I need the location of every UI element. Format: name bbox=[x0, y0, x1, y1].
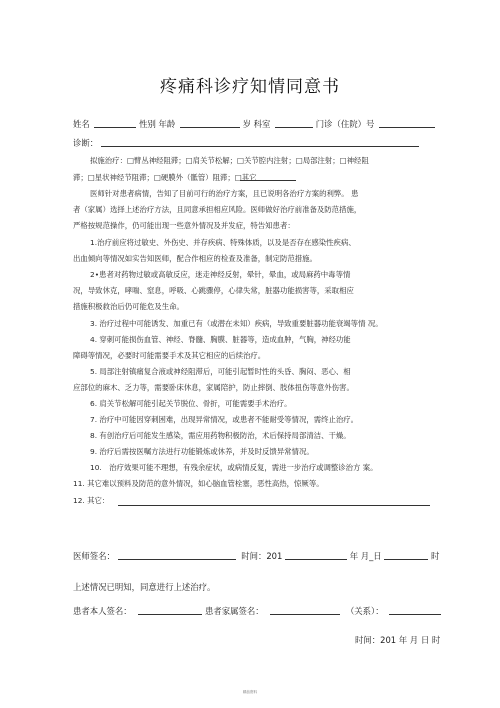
age-label: 年龄 bbox=[158, 119, 176, 129]
body-line: 9. 治疗后需按医嘱方法进行功能锻炼或休养，并及时反馈异常情况。 bbox=[90, 447, 314, 456]
patient-sign-field[interactable] bbox=[138, 606, 202, 615]
doctor-sign-row bbox=[73, 550, 439, 562]
body-line: 严格按规范操作，仍可能出现一些意外情况及并发症，特告知患者： bbox=[73, 221, 295, 230]
doctor-year-label: 年 bbox=[349, 551, 359, 561]
body-line: 者（家属）选择上述治疗方法，且同意承担相应风险。医师做好治疗前准备及防范措施， bbox=[73, 205, 362, 214]
body-line: 况，导致休克，哮喘、窒息，呼吸、心跳骤停，心律失常，脏器功能损害等，采取相应 bbox=[73, 286, 354, 295]
clinic-no-field[interactable] bbox=[379, 119, 435, 128]
doctor-year-field[interactable] bbox=[285, 551, 347, 560]
body-line: 1.治疗前应将过敏史、外伤史、并存疾病、特殊体质，以及是否存在感染性疾病、 bbox=[90, 238, 356, 247]
other-treatment-field[interactable] bbox=[240, 180, 296, 181]
body-line: 5. 局部注射镇痛复合液或神经阻滞后，可能引起暂时性的头昏、胸闷、恶心、相 bbox=[90, 367, 351, 376]
age-unit: 岁 bbox=[242, 119, 251, 129]
clinic-no-label: 门诊（住院）号 bbox=[315, 119, 375, 129]
page-footer: 精品资料 bbox=[243, 690, 257, 694]
body-line: 滞；□星状神经节阻滞；□硬膜外（骶管）阻滞；□其它 bbox=[73, 173, 257, 182]
body-line: 7. 治疗中可能因穿刺困难，出现异常情况，或患者不能耐受等情况，需终止治疗。 bbox=[90, 415, 359, 424]
patient-sign-label: 患者本人签名： bbox=[73, 606, 132, 616]
age-field[interactable] bbox=[180, 119, 240, 128]
department-field[interactable] bbox=[275, 119, 313, 128]
diagnosis-field[interactable] bbox=[101, 138, 419, 147]
body-line: 拟施治疗：□臂丛神经阻滞；□肩关节松解；□关节腔内注射；□局部注射；□神经阻 bbox=[90, 156, 369, 165]
body-line: 8. 有创治疗后可能发生感染，需应用药物积极防治，术后保持局部清洁、干燥。 bbox=[90, 431, 351, 440]
document-title: 疼痛科诊疗知情同意书 bbox=[160, 77, 340, 97]
name-field[interactable] bbox=[94, 119, 136, 128]
body-line: 12. 其它： bbox=[73, 496, 110, 505]
body-line: 应部位的麻木、乏力等，需要卧床休息，家属陪护，防止摔倒、肢体扭伤等意外伤害。 bbox=[73, 383, 354, 392]
body-line: 11. 其它难以预料及防范的意外情况，如心脑血管栓塞，恶性高热，惊厥等。 bbox=[73, 479, 324, 488]
body-line: 医师针对患者病情，告知了目前可行的治疗方案，且已说明各治疗方案的利弊。 患 bbox=[90, 189, 359, 198]
gender-label: 性别 bbox=[139, 119, 156, 129]
body-line: 10. 治疗效果可能不理想，有残余症状，或病情反复，需进一步治疗或调整诊治方 案。 bbox=[90, 463, 378, 472]
consent-text: 上述情况已明知，同意进行上述治疗。 bbox=[73, 582, 216, 592]
doctor-sign-field[interactable] bbox=[118, 551, 236, 560]
final-time: 时间：201 年 月 日 时 bbox=[355, 635, 441, 645]
doctor-hour-field[interactable] bbox=[384, 551, 428, 560]
diagnosis-label: 诊断： bbox=[73, 138, 99, 148]
patient-info-row bbox=[73, 118, 435, 130]
body-line: 障碍等情况，必要时可能需要手术及其它相应的后续治疗。 bbox=[73, 351, 266, 360]
relation-field[interactable] bbox=[389, 606, 441, 615]
body-line: 措施积极救治后仍可能危及生命。 bbox=[73, 302, 184, 311]
body-line: 2•患者对药物过敏或高敏反应，迷走神经反射，晕针，晕血，或局麻药中毒等情 bbox=[90, 270, 351, 279]
doctor-sign-label: 医师签名： bbox=[73, 551, 115, 561]
family-sign-label: 患者家属签名： bbox=[204, 606, 264, 616]
body-line: 6. 肩关节松解可能引起关节脱位、骨折，可能需要手术治疗。 bbox=[90, 399, 292, 408]
diagnosis-row bbox=[73, 137, 419, 149]
doctor-hour-label: 时 bbox=[431, 551, 440, 561]
department-label: 科室 bbox=[253, 119, 271, 129]
body-line: 3. 治疗过程中可能诱发、加重已有（或潜在未知）疾病，导致重要脏器功能衰竭等情 况。 bbox=[90, 319, 383, 328]
family-sign-field[interactable] bbox=[270, 606, 340, 615]
name-label: 姓名 bbox=[73, 119, 90, 129]
body-line: 4. 穿刺可能损伤血管、神经、脊髓、胸膜、脏器等，造成血肿，气胸，神经功能 bbox=[90, 335, 351, 344]
doctor-time-label: 时间：201 bbox=[241, 551, 283, 561]
relation-label: （关系）： bbox=[345, 606, 384, 616]
doctor-month-day-label: 月_日 bbox=[360, 551, 382, 561]
patient-sign-row bbox=[73, 605, 441, 617]
other-items-field[interactable] bbox=[118, 505, 430, 506]
body-line: 出血倾向等情况如实告知医师，配合作相应的检查及准备，制定防范措施。 bbox=[73, 254, 317, 263]
